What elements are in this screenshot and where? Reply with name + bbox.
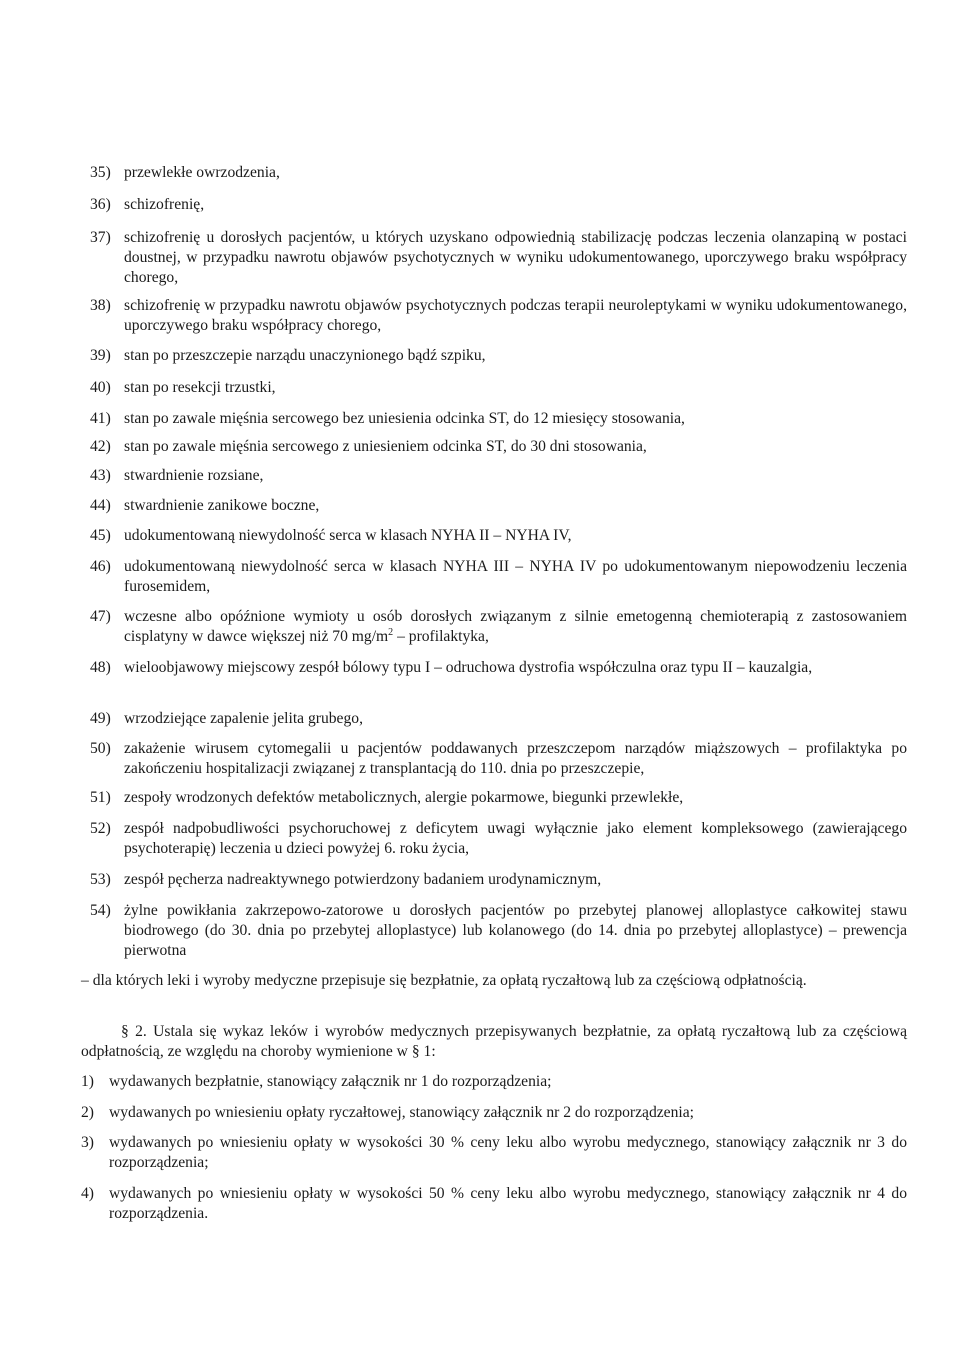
list-item-text: stan po zawale mięśnia sercowego bez uniesienia odcinka ST, do 12 miesięcy stosowania, <box>124 410 685 427</box>
list-item-number: 50) <box>90 740 111 757</box>
list-item-text: przewlekłe owrzodzenia, <box>124 164 280 181</box>
list-item-text: wydawanych po wniesieniu opłaty w wysokości 30 % ceny leku albo wyrobu medycznego, stanowiący załącznik nr 3 do rozporządzenia; <box>109 1134 907 1171</box>
list-item-text: zespoły wrodzonych defektów metabolicznych, alergie pokarmowe, biegunki przewlekłe, <box>124 789 684 806</box>
list-item-text: wydawanych po wniesieniu opłaty w wysokości 50 % ceny leku albo wyrobu medycznego, stanowiący załącznik nr 4 do rozporządzenia. <box>109 1185 907 1222</box>
list-item-49 <box>90 709 907 729</box>
list-item-39 <box>90 346 907 366</box>
list-item-number: 3) <box>81 1134 94 1151</box>
list-item-text: zakażenie wirusem cytomegalii u pacjentów poddawanych przeszczepom narządów miąższowych – profilaktyka po zakończeniu hospitalizacji związanej z transplantacją do 110. dnia po przeszczepie, <box>124 740 907 777</box>
list-item-text: stan po przeszczepie narządu unaczynionego bądź szpiku, <box>124 347 486 364</box>
section-2-text: Ustala się wykaz leków i wyrobów medycznych przepisywanych bezpłatnie, za opłatą ryczałtową lub za częściową odpłatnością, ze względu na choroby wymienione w § 1: <box>81 1023 907 1060</box>
list-item-51 <box>90 788 907 808</box>
list-item-35 <box>90 163 907 183</box>
list-item-number: 49) <box>90 710 111 727</box>
list-item-text: schizofrenię w przypadku nawrotu objawów psychotycznych podczas terapii neuroleptykami w wyniku udokumentowanego, uporczywego braku współpracy chorego, <box>124 297 907 334</box>
list-item-number: 40) <box>90 379 111 396</box>
list-item-41 <box>90 409 907 429</box>
list-item-text: stwardnienie zanikowe boczne, <box>124 497 320 514</box>
section-2-paragraph <box>81 1022 907 1062</box>
list-item-text: zespół nadpobudliwości psychoruchowej z deficytem uwagi wyłącznie jako element kompleksowego (zawierającego psychoterapię) leczenia u dzieci powyżej 6. roku życia, <box>124 820 907 857</box>
list-item-number: 43) <box>90 467 111 484</box>
list-item-number: 35) <box>90 164 111 181</box>
list-item-text: udokumentowaną niewydolność serca w klasach NYHA II – NYHA IV, <box>124 527 572 544</box>
section-2-label: § 2. <box>121 1023 147 1040</box>
list-item-text-main: wczesne albo opóźnione wymioty u osób dorosłych związanym z silnie emetogenną chemioterapią z zastosowaniem cisplatyny w dawce większej niż 70 mg/m <box>124 608 907 645</box>
list-item-number: 44) <box>90 497 111 514</box>
list-item-text: zespół pęcherza nadreaktywnego potwierdzony badaniem urodynamicznym, <box>124 871 602 888</box>
list-item-text: stan po zawale mięśnia sercowego z uniesieniem odcinka ST, do 30 dni stosowania, <box>124 438 647 455</box>
list-item-text: wrzodziejące zapalenie jelita grubego, <box>124 710 363 727</box>
list-item-44 <box>90 496 907 516</box>
list-item-number: 52) <box>90 820 111 837</box>
list-item-48 <box>90 658 907 678</box>
list-item-46 <box>90 557 907 597</box>
list-item-36 <box>90 195 907 215</box>
list-item-38 <box>90 296 907 336</box>
section-2-item-3 <box>81 1133 907 1173</box>
list-item-number: 39) <box>90 347 111 364</box>
list-item-text <box>124 607 907 647</box>
list-item-53 <box>90 870 907 890</box>
section-2-item-2 <box>81 1103 907 1123</box>
list-item-47 <box>90 607 907 647</box>
list-item-text: schizofrenię u dorosłych pacjentów, u których uzyskano odpowiednią stabilizację podczas leczenia olanzapiną w postaci doustnej, w przypadku nawrotu objawów psychotycznych w wyniku udokumentowanego, uporczywego braku współpracy chorego, <box>124 229 907 286</box>
list-item-number: 1) <box>81 1073 94 1090</box>
list-item-number: 47) <box>90 608 111 625</box>
list-item-text: udokumentowaną niewydolność serca w klasach NYHA III – NYHA IV po udokumentowanym niepowodzeniu leczenia furosemidem, <box>124 558 907 595</box>
list-item-number: 42) <box>90 438 111 455</box>
list-item-number: 45) <box>90 527 111 544</box>
list-item-number: 36) <box>90 196 111 213</box>
list-item-50 <box>90 739 907 779</box>
list-item-number: 46) <box>90 558 111 575</box>
list-item-number: 41) <box>90 410 111 427</box>
list-item-text: wieloobjawowy miejscowy zespół bólowy typu I – odruchowa dystrofia współczulna oraz typu II – kauzalgia, <box>124 659 813 676</box>
list-item-number: 38) <box>90 297 111 314</box>
list-item-number: 53) <box>90 871 111 888</box>
list-item-number: 48) <box>90 659 111 676</box>
list-closing-clause: – dla których leki i wyroby medyczne przepisuje się bezpłatnie, za opłatą ryczałtową lub za częściową odpłatnością. <box>81 972 807 989</box>
list-item-text: stwardnienie rozsiane, <box>124 467 264 484</box>
list-item-text: stan po resekcji trzustki, <box>124 379 276 396</box>
list-item-number: 2) <box>81 1104 94 1121</box>
list-item-52 <box>90 819 907 859</box>
section-2-item-1 <box>81 1072 907 1092</box>
list-item-text: schizofrenię, <box>124 196 205 213</box>
list-item-text: wydawanych bezpłatnie, stanowiący załącznik nr 1 do rozporządzenia; <box>109 1073 552 1090</box>
list-item-text: wydawanych po wniesieniu opłaty ryczałtowej, stanowiący załącznik nr 2 do rozporządzenia; <box>109 1104 694 1121</box>
list-item-45 <box>90 526 907 546</box>
list-item-40 <box>90 378 907 398</box>
list-item-number: 54) <box>90 902 111 919</box>
list-item-number: 51) <box>90 789 111 806</box>
list-item-43 <box>90 466 907 486</box>
list-item-text-end: – profilaktyka, <box>393 628 489 645</box>
list-item-42 <box>90 437 907 457</box>
section-2-item-4 <box>81 1184 907 1224</box>
superscript-exponent: 2 <box>388 626 394 638</box>
list-item-text: żylne powikłania zakrzepowo-zatorowe u dorosłych pacjentów po przebytej planowej alloplastyce całkowitej stawu biodrowego (do 30. dnia po przebytej alloplastyce) lub kolanowego (do 14. dnia po przebytej alloplastyce) – prewencja pierwotna <box>124 902 907 959</box>
list-item-37 <box>90 228 907 288</box>
list-item-number: 4) <box>81 1185 94 1202</box>
list-item-number: 37) <box>90 229 111 246</box>
list-item-54 <box>90 901 907 961</box>
